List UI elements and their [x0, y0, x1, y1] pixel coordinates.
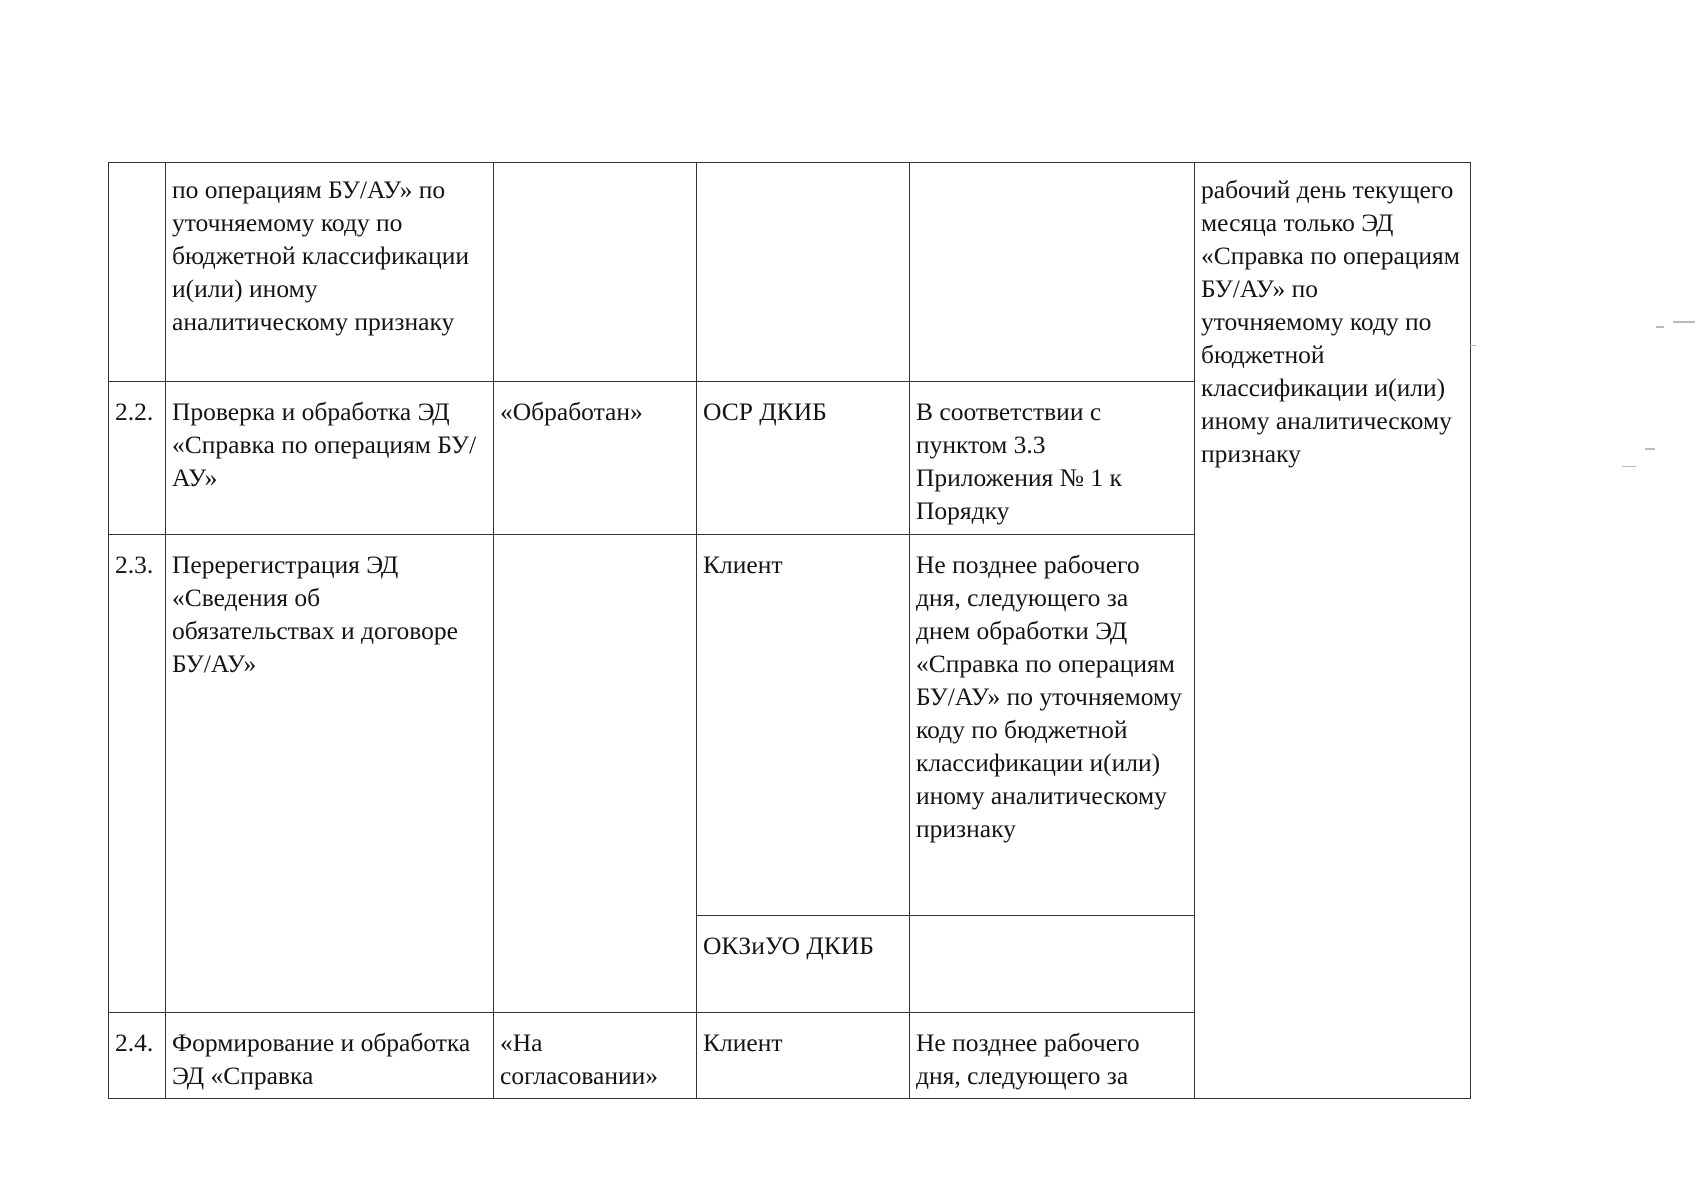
term-cell-2 — [910, 916, 1195, 1013]
procedure-table — [108, 162, 1471, 1099]
note-cell: рабочий день текущего месяца только ЭД «Справка по операциям БУ/АУ» по уточняемому коду по бюджетной классификации и(или) иному аналитическому признаку — [1195, 163, 1471, 1099]
row-number: 2.4. — [109, 1013, 166, 1099]
row-number: 2.3. — [109, 535, 166, 1013]
status-cell: «Обработан» — [494, 382, 697, 535]
scan-artifact — [1470, 345, 1476, 346]
term-cell — [910, 163, 1195, 382]
row-number — [109, 163, 166, 382]
action-cell: по операциям БУ/АУ» по уточняемому коду по бюджетной классификации и(или) иному аналитическому признаку — [166, 163, 494, 382]
scan-artifact — [1645, 448, 1655, 450]
executor-cell: Клиент — [697, 535, 910, 916]
executor-cell: Клиент — [697, 1013, 910, 1099]
status-cell — [494, 163, 697, 382]
term-cell: В соответствии с пунктом 3.3 Приложения № 1 к Порядку — [910, 382, 1195, 535]
scan-artifact — [1656, 326, 1664, 328]
scan-artifact — [1673, 321, 1695, 323]
status-cell: «На согласовании» — [494, 1013, 697, 1099]
row-number: 2.2. — [109, 382, 166, 535]
action-cell: Проверка и обработка ЭД «Справка по операциям БУ/АУ» — [166, 382, 494, 535]
action-cell: Перерегистрация ЭД «Сведения об обязательствах и договоре БУ/АУ» — [166, 535, 494, 1013]
status-cell — [494, 535, 697, 1013]
term-cell: Не позднее рабочего дня, следующего за — [910, 1013, 1195, 1099]
action-cell: Формирование и обработка ЭД «Справка — [166, 1013, 494, 1099]
scan-artifact — [1622, 466, 1636, 467]
term-cell: Не позднее рабочего дня, следующего за днем обработки ЭД «Справка по операциям БУ/АУ» по уточняемому коду по бюджетной классификации и(или) иному аналитическому признаку — [910, 535, 1195, 916]
executor-cell: ОСР ДКИБ — [697, 382, 910, 535]
executor-cell — [697, 163, 910, 382]
table-row — [109, 163, 1471, 382]
executor-cell-2: ОКЗиУО ДКИБ — [697, 916, 910, 1013]
